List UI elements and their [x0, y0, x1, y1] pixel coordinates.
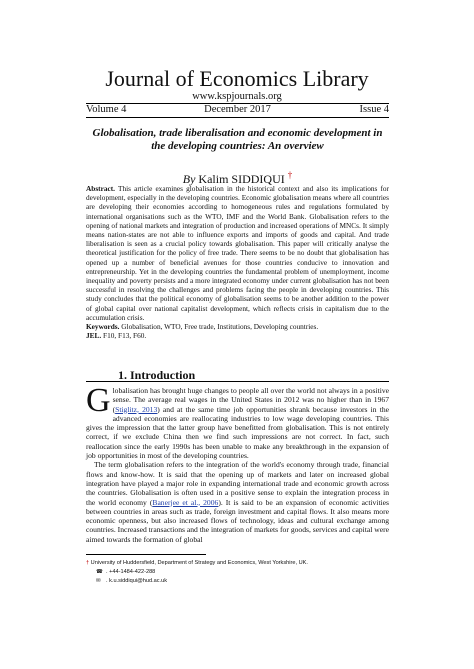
phone-icon: ☎ — [96, 569, 103, 575]
p2-text-b: ). It is said to be an expansion of economic activities between countries in areas such as trade, foreign investment and capital flows. It also means more economic openness, but also increased flows of technology, ideas and cultural exchange among countries. Increased transactions and the integration of markets for goods, services and capital were aimed towards the formation of global — [86, 497, 389, 544]
abstract-label: Abstract. — [86, 184, 115, 193]
author-footnote-mark[interactable]: † — [287, 170, 293, 180]
abstract-body — [86, 184, 389, 322]
issue-date: December 2017 — [204, 104, 271, 115]
section-body — [86, 382, 389, 544]
section-heading: 1. Introduction — [118, 368, 196, 382]
p1-text-b: ) and at the same time job opportunities shrank because investors in the advanced economies are reallocating industries to low wage developing countries. This gives the impression that the latter group have benefitted from globalisation. This is not entirely correct, if we exclude China then we find such impressions are not correct. In fact, such reallocation since the early 1990s has been unable to make any breakthrough in the expansion of job opportunities in most of the developing countries. — [86, 404, 389, 461]
abstract — [86, 184, 389, 340]
email-text[interactable]: . k.u.siddiqui@hud.ac.uk — [106, 578, 168, 584]
footnote-affiliation — [86, 559, 389, 568]
abstract-text: This article examines globalisation in the historical context and also its implications for development, especially in the developing countries. Economic globalisation means where all countries are developing their economies according to homogeneous rules and regulations formulated by international organisations such as the WTO, IMF and the World Bank. Globalisation refers to the opening of national markets and integration of production and increased operations of MNCs. It simply means nation-states are not able to influence exports and imports of goods and capital. And trade liberalisation is seen as a crucial policy towards globalisation. This paper will critically analyse the theoretical justification for the policy of free trade. There seems to be no doubt that globalisation has opened up a number of beneficial avenues for those countries conducive to innovation and entrepreneurship. Yet in the developing countries the fundamental problem of unemployment, income inequality and poverty persists and a more integrated economy under current globalisation has not been successful in resolving the challenges and problems facing the people in developing countries. This study concludes that the political economy of globalisation seems to be another addition to the power of global capital over national capitalist development, which reflects crisis in capitalism due to the accumulation crisis. — [86, 184, 389, 322]
footnotes — [86, 559, 389, 586]
author-name: Kalim SIDDIQUI — [198, 172, 285, 186]
paragraph-1 — [86, 382, 389, 461]
affiliation-text: University of Huddersfield, Department of Strategy and Economics, West Yorkshire, UK. — [89, 560, 308, 566]
issue-label: Issue 4 — [359, 104, 389, 115]
keywords-text: Globalisation, WTO, Free trade, Institutions, Developing countries. — [119, 322, 319, 332]
volume-label: Volume 4 — [86, 104, 127, 115]
phone-text: . +44-1484-422-288 — [106, 569, 156, 575]
footnote-rule — [86, 554, 206, 555]
drop-cap: G — [86, 382, 111, 419]
author-by: By — [182, 172, 196, 186]
jel-codes — [86, 331, 389, 340]
keywords-label: Keywords. — [86, 322, 120, 332]
article-title: Globalisation, trade liberalisation and economic development in the developing countries: An overview — [92, 127, 383, 152]
footnote-email — [86, 577, 389, 586]
p2-text-a: The term globalisation refers to the integration of the world's economy through trade, financial flows and know-how. It is said that the opening up of markets and later on increased global integration have played a major role in expanding international trade and economic growth across the countries. Globalisation is often used in a positive sense to explain the integration process in the world economy ( — [86, 460, 389, 507]
citation-link-banerjee[interactable]: Banerjee et al., 2006 — [152, 497, 219, 507]
journal-title: Journal of Economics Library — [105, 66, 369, 91]
section-rule — [86, 381, 389, 382]
envelope-icon: ✉ — [96, 578, 101, 584]
header-rule-bottom — [86, 117, 389, 118]
jel-text: F10, F13, F60. — [101, 331, 147, 341]
footnote-mark: † — [86, 560, 90, 566]
footnote-phone — [86, 568, 389, 577]
jel-label: JEL. — [86, 331, 102, 341]
p1-text-a: lobalisation has brought huge changes to people all over the world not always in a positive sense. The average real wages in the United States in 2012 was no higher than in 1967 ( — [112, 386, 389, 414]
keywords — [86, 322, 389, 331]
citation-link-stiglitz[interactable]: Stiglitz, 2013 — [115, 404, 158, 414]
paragraph-2 — [86, 460, 389, 544]
journal-url[interactable]: www.kspjournals.org — [192, 91, 282, 102]
